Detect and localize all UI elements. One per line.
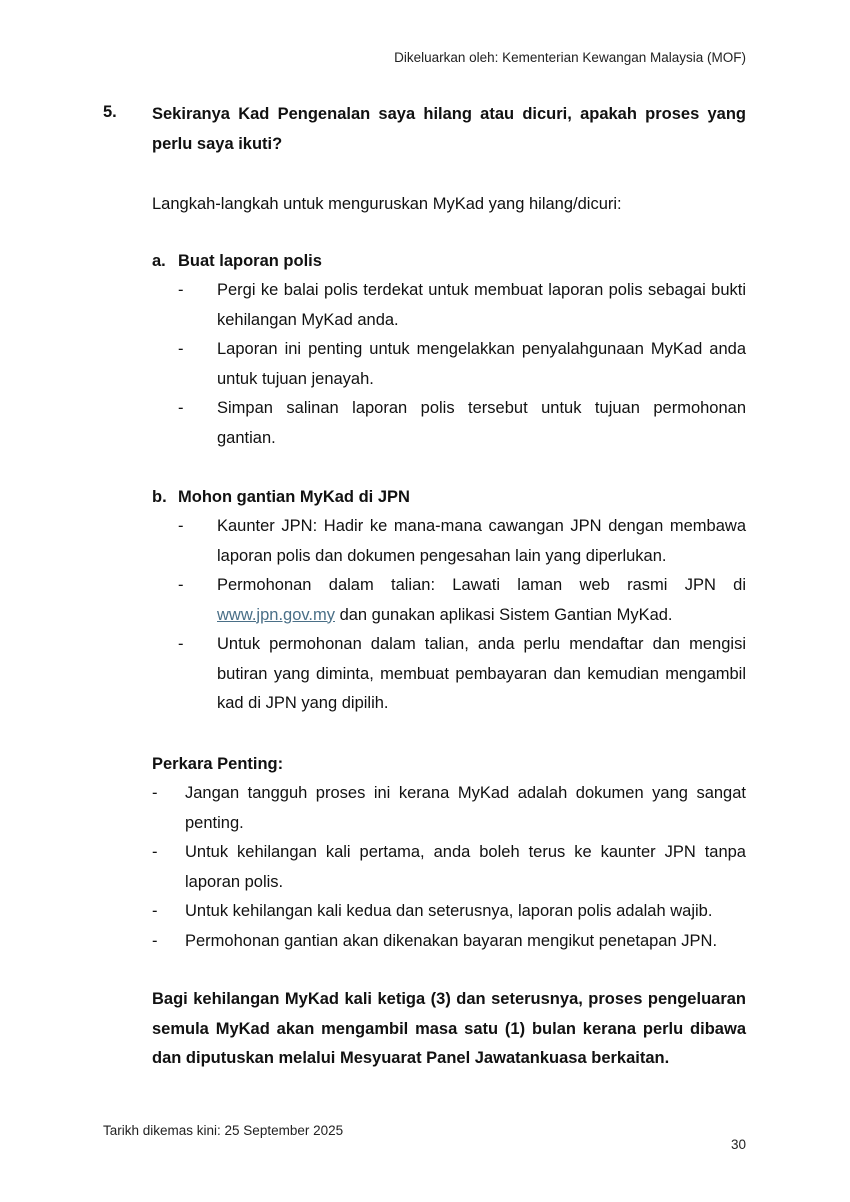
section-a-list	[178, 276, 746, 453]
section-b-list	[178, 512, 746, 719]
list-item: - Jangan tangguh proses ini kerana MyKad adalah dokumen yang sangat penting.	[152, 779, 746, 838]
list-item: - Laporan ini penting untuk mengelakkan penyalahgunaan MyKad anda untuk tujuan jenayah.	[178, 335, 746, 394]
question-number: 5.	[103, 103, 117, 121]
list-item: - Untuk kehilangan kali kedua dan seterusnya, laporan polis adalah wajib.	[152, 897, 746, 927]
bullet-dash: -	[152, 843, 158, 861]
bullet-dash: -	[178, 635, 184, 653]
section-b-title: Mohon gantian MyKad di JPN	[178, 488, 410, 506]
important-heading: Perkara Penting:	[152, 755, 284, 773]
bullet-dash: -	[178, 281, 184, 299]
bullet-dash: -	[178, 576, 184, 594]
document-header: Dikeluarkan oleh: Kementerian Kewangan Malaysia (MOF)	[394, 50, 746, 65]
bullet-dash: -	[178, 399, 184, 417]
important-list	[152, 779, 746, 956]
list-item: - Permohonan gantian akan dikenakan bayaran mengikut penetapan JPN.	[152, 927, 746, 957]
jpn-website-link[interactable]: www.jpn.gov.my	[217, 605, 335, 624]
intro-text: Langkah-langkah untuk menguruskan MyKad yang hilang/dicuri:	[152, 195, 622, 213]
page-number: 30	[730, 1137, 746, 1152]
list-item: - Untuk permohonan dalam talian, anda perlu mendaftar dan mengisi butiran yang diminta, membuat pembayaran dan kemudian mengambil kad di JPN yang dipilih.	[178, 630, 746, 719]
list-item: - Kaunter JPN: Hadir ke mana-mana cawangan JPN dengan membawa laporan polis dan dokumen pengesahan lain yang diperlukan.	[178, 512, 746, 571]
question-title: Sekiranya Kad Pengenalan saya hilang atau dicuri, apakah proses yang perlu saya ikuti?	[152, 105, 746, 153]
list-item: - Simpan salinan laporan polis tersebut untuk tujuan permohonan gantian.	[178, 394, 746, 453]
bullet-dash: -	[178, 340, 184, 358]
bullet-dash: -	[152, 902, 158, 920]
list-item: - Pergi ke balai polis terdekat untuk membuat laporan polis sebagai bukti kehilangan MyKad anda.	[178, 276, 746, 335]
final-note: Bagi kehilangan MyKad kali ketiga (3) dan seterusnya, proses pengeluaran semula MyKad akan mengambil masa satu (1) bulan kerana perlu dibawa dan diputuskan melalui Mesyuarat Panel Jawatankuasa berkaitan.	[152, 990, 746, 1067]
list-item: - Permohonan dalam talian: Lawati laman web rasmi JPN di www.jpn.gov.my dan gunakan aplikasi Sistem Gantian MyKad.	[178, 571, 746, 630]
section-a-title: Buat laporan polis	[178, 252, 322, 270]
section-a-heading	[152, 247, 322, 277]
bullet-dash: -	[152, 931, 158, 950]
section-b-heading	[152, 483, 410, 513]
list-item: - Untuk kehilangan kali pertama, anda boleh terus ke kaunter JPN tanpa laporan polis.	[152, 838, 746, 897]
bullet-dash: -	[152, 784, 158, 802]
section-a-letter: a.	[152, 252, 166, 270]
last-updated-date: Tarikh dikemas kini: 25 September 2025	[103, 1123, 344, 1138]
bullet-dash: -	[178, 517, 184, 535]
section-b-letter: b.	[152, 488, 167, 506]
